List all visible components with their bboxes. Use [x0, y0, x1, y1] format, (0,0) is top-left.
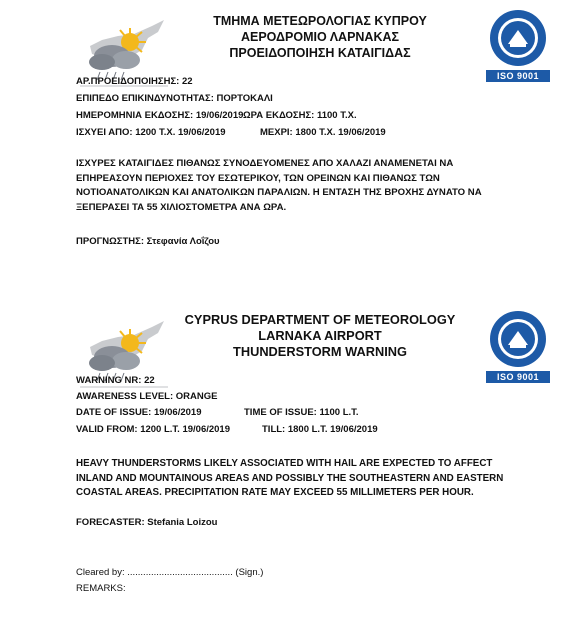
english-title-line-1: CYPRUS DEPARTMENT OF METEOROLOGY — [184, 312, 456, 327]
greek-valid-till: ΜΕΧΡΙ: 1800 Τ.Χ. 19/06/2019 — [260, 127, 386, 138]
english-title-line-3: THUNDERSTORM WARNING — [233, 344, 407, 359]
greek-title — [170, 13, 470, 61]
greek-time-of-issue: ΩΡΑ ΕΚΔΟΣΗΣ: 1100 Τ.Χ. — [243, 110, 357, 121]
greek-title-line-2: ΑΕΡΟΔΡΟΜΙΟ ΛΑΡΝΑΚΑΣ — [240, 30, 400, 44]
greek-body-line: ΕΠΗΡΕΑΣΟΥΝ ΠΕΡΙΟΧΕΣ ΤΟΥ ΕΣΩΤΕΡΙΚΟΥ, ΤΩΝ ΟΡΕΙΝΩΝ ΚΑΙ ΠΙΘΑΝΩΣ ΤΩΝ — [76, 172, 440, 184]
english-time-of-issue: TIME OF ISSUE: 1100 L.T. — [244, 407, 359, 418]
iso-certification-logo — [486, 309, 550, 383]
english-validity-row — [76, 424, 521, 435]
english-warning-body — [76, 457, 521, 501]
greek-issue-row — [76, 110, 521, 121]
remarks-label: REMARKS: — [76, 583, 126, 594]
greek-body-line: ΙΣΧΥΡΕΣ ΚΑΤΑΙΓΙΔΕΣ ΠΙΘΑΝΩΣ ΣΥΝΟΔΕΥΟΜΕΝΕΣ ΑΠΟ ΧΑΛΑΖΙ ΑΝΑΜΕΝΕΤΑΙ ΝΑ — [76, 158, 454, 169]
english-valid-from: VALID FROM: 1200 L.T. 19/06/2019 — [76, 424, 230, 435]
english-forecaster: FORECASTER: Stefania Loizou — [76, 517, 218, 528]
english-title — [170, 312, 470, 360]
greek-valid-from: ΙΣΧΥΕΙ ΑΠΟ: 1200 Τ.Χ. 19/06/2019 — [76, 127, 226, 138]
greek-body-line: ΞΕΠΕΡΑΣΕΙ ΤΑ 55 ΧΙΛΙΟΣΤΟΜΕΤΡΑ ΑΝΑ ΩΡΑ. — [76, 201, 287, 213]
greek-title-line-3: ΠΡΟΕΙΔΟΠΟΙΗΣΗ ΚΑΤΑΙΓΙΔΑΣ — [229, 46, 411, 60]
english-issue-row — [76, 407, 521, 418]
english-title-line-2: LARNAKA AIRPORT — [258, 328, 382, 343]
greek-awareness-level: ΕΠΙΠΕΔΟ ΕΠΙΚΙΝΔΥΝΟΤΗΤΑΣ: ΠΟΡΤΟΚΑΛΙ — [76, 93, 273, 104]
english-date-of-issue: DATE OF ISSUE: 19/06/2019 — [76, 407, 202, 418]
english-body-line: COASTAL AREAS. PRECIPITATION RATE MAY EXCEED 55 MILLIMETERS PER HOUR. — [76, 487, 474, 498]
english-warning-number: WARNING NR: 22 — [76, 375, 155, 386]
greek-validity-row — [76, 127, 521, 138]
cleared-by-line: Cleared by: ........................................ (Sign.) — [76, 567, 264, 578]
greek-body-line: ΝΟΤΙΟΑΝΑΤΟΛΙΚΩΝ ΚΑΙ ΑΝΑΤΟΛΙΚΩΝ ΠΑΡΑΛΙΩΝ. Η ΕΝΤΑΣΗ ΤΗΣ ΒΡΟΧΗΣ ΔΥΝΑΤΟ ΝΑ — [76, 187, 482, 198]
iso-label: ISO 9001 — [486, 70, 550, 82]
greek-warning-number: ΑΡ.ΠΡΟΕΙΔΟΠΟΙΗΣΗΣ: 22 — [76, 76, 193, 87]
english-valid-till: TILL: 1800 L.T. 19/06/2019 — [262, 424, 378, 435]
greek-warning-body — [76, 157, 521, 215]
greek-forecaster: ΠΡΟΓΝΩΣΤΗΣ: Στεφανία Λοΐζου — [76, 236, 220, 247]
english-awareness-level: AWARENESS LEVEL: ORANGE — [76, 391, 218, 402]
iso-label: ISO 9001 — [486, 371, 550, 383]
iso-certification-logo — [486, 8, 550, 82]
english-body-line: HEAVY THUNDERSTORMS LIKELY ASSOCIATED WITH HAIL ARE EXPECTED TO AFFECT — [76, 458, 493, 469]
greek-warning-section — [0, 0, 579, 300]
greek-title-line-1: ΤΜΗΜΑ ΜΕΤΕΩΡΟΛΟΓΙΑΣ ΚΥΠΡΟΥ — [213, 14, 427, 28]
iso-seal-icon — [486, 309, 550, 371]
greek-date-of-issue: ΗΜΕΡΟΜΗΝΙΑ ΕΚΔΟΣΗΣ: 19/06/2019 — [76, 110, 244, 121]
english-warning-section — [0, 303, 579, 640]
english-body-line: INLAND AND MOUNTAINOUS AREAS AND POSSIBLY THE SOUTHEASTERN AND EASTERN — [76, 472, 504, 484]
iso-seal-icon — [486, 8, 550, 70]
